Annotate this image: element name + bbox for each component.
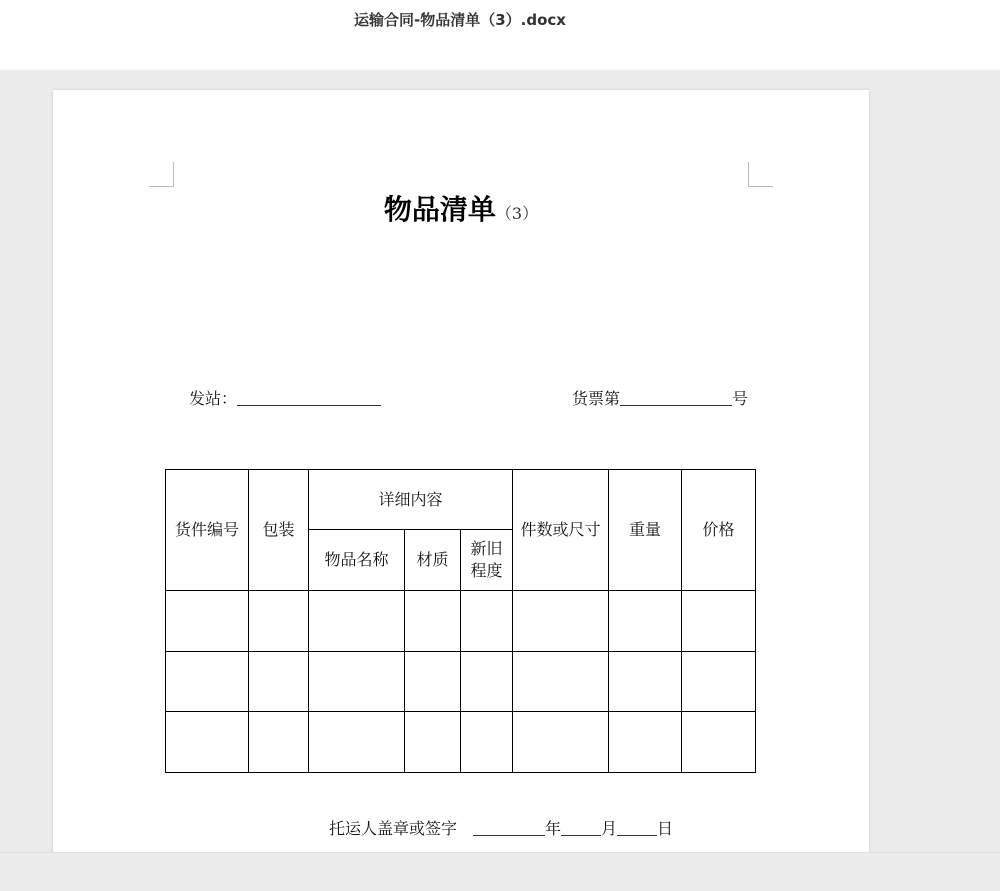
ticket-number-line [572,386,748,409]
document-viewer[interactable] [0,70,1000,852]
header-item-name: 物品名称 [309,530,405,591]
table-cell[interactable] [682,712,756,773]
margin-corner-mark [748,162,773,187]
signature-line [329,816,673,839]
ticket-suffix: 号 [732,389,749,408]
title-bar [0,0,1000,70]
table-cell[interactable] [249,652,309,712]
month-label: 月 [601,819,618,838]
station-blank [237,389,381,406]
heading-main: 物品清单 [383,193,496,226]
day-blank [617,819,657,836]
header-material: 材质 [405,530,461,591]
table-cell[interactable] [609,652,682,712]
table-cell[interactable] [249,712,309,773]
table-cell[interactable] [461,712,513,773]
goods-table [165,469,756,773]
table-cell[interactable] [166,652,249,712]
table-cell[interactable] [309,712,405,773]
document-page [53,90,869,852]
header-weight: 重量 [609,470,682,591]
document-title: 运输合同-物品清单（3）.docx [354,11,566,29]
table-cell[interactable] [682,591,756,652]
header-details: 详细内容 [309,470,513,530]
day-label: 日 [657,819,674,838]
table-cell[interactable] [513,652,609,712]
bottom-bar [0,852,1000,891]
ticket-blank [620,389,732,406]
table-row [166,712,756,773]
sign-label: 托运人盖章或签字 [329,819,458,838]
header-condition-line2: 程度 [470,561,503,580]
year-blank [473,819,545,836]
table-cell[interactable] [249,591,309,652]
table-cell[interactable] [461,591,513,652]
year-label: 年 [545,819,562,838]
table-cell[interactable] [405,591,461,652]
table-cell[interactable] [309,591,405,652]
header-count-size: 件数或尺寸 [513,470,609,591]
header-condition-line1: 新旧 [470,539,503,558]
table-cell[interactable] [309,652,405,712]
station-label: 发站： [189,389,238,408]
table-cell[interactable] [682,652,756,712]
month-blank [561,819,601,836]
page-heading [53,188,869,228]
departure-station-line [189,386,381,409]
table-cell[interactable] [609,712,682,773]
table-cell[interactable] [513,712,609,773]
table-cell[interactable] [405,712,461,773]
table-cell[interactable] [405,652,461,712]
table-cell[interactable] [513,591,609,652]
table-cell[interactable] [609,591,682,652]
header-item-no: 货件编号 [166,470,249,591]
header-condition [461,530,513,591]
heading-sub: （3） [495,204,539,223]
table-cell[interactable] [166,712,249,773]
table-cell[interactable] [461,652,513,712]
margin-corner-mark [149,162,174,187]
table-row [166,652,756,712]
header-packaging: 包装 [249,470,309,591]
header-price: 价格 [682,470,756,591]
table-row [166,591,756,652]
table-cell[interactable] [166,591,249,652]
ticket-prefix: 货票第 [572,389,621,408]
